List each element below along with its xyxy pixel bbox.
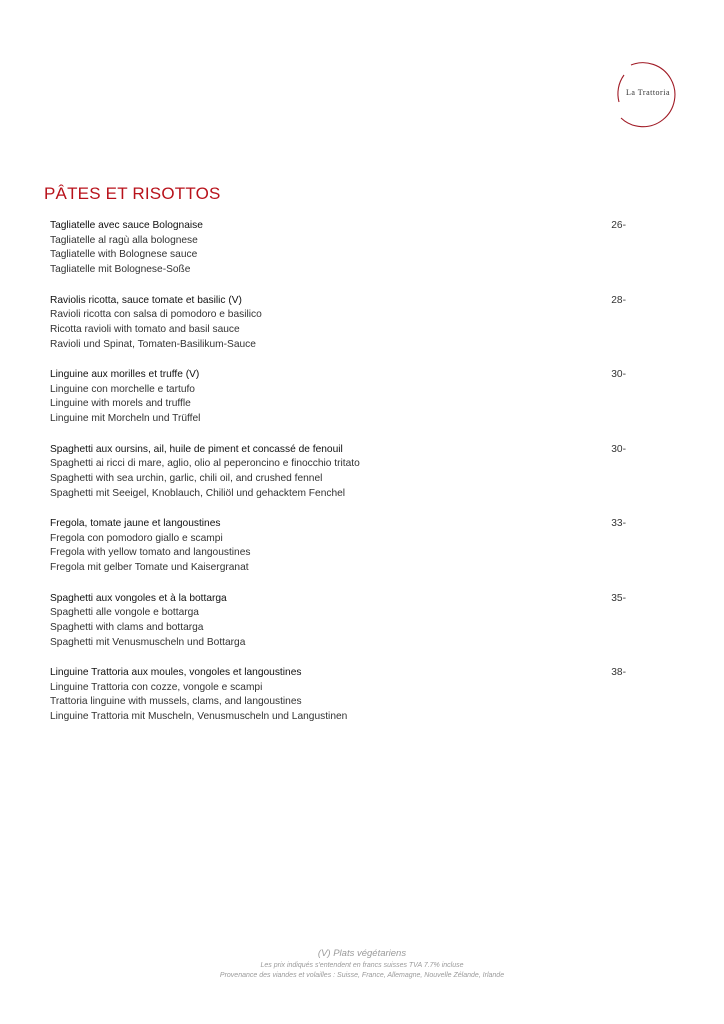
dish-item xyxy=(50,443,626,518)
dish-name-french: Linguine aux morilles et truffe (V) xyxy=(50,369,200,380)
dish-name-french: Tagliatelle avec sauce Bolognaise xyxy=(50,220,203,231)
dish-name-english: Tagliatelle with Bolognese sauce xyxy=(50,249,198,261)
dish-name-english: Ricotta ravioli with tomato and basil sauce xyxy=(50,323,240,335)
dish-price: 30- xyxy=(611,369,626,380)
dish-price: 30- xyxy=(611,443,626,455)
dish-name-german: Fregola mit gelber Tomate und Kaisergranat xyxy=(50,562,249,574)
dish-name-english: Linguine with morels and truffle xyxy=(50,398,191,410)
dish-name-german: Ravioli und Spinat, Tomaten-Basilikum-Sauce xyxy=(50,338,256,350)
dish-price: 35- xyxy=(611,592,626,604)
dish-name-italian: Spaghetti alle vongole e bottarga xyxy=(50,607,199,619)
dish-name-french: Linguine Trattoria aux moules, vongoles et langoustines xyxy=(50,667,302,678)
dish-item xyxy=(50,592,626,667)
dish-name-german: Tagliatelle mit Bolognese-Soße xyxy=(50,264,191,276)
dish-name-german: Linguine Trattoria mit Muscheln, Venusmuscheln und Langustinen xyxy=(50,711,348,723)
dish-name-italian: Ravioli ricotta con salsa di pomodoro e basilico xyxy=(50,309,262,321)
dish-name-italian: Fregola con pomodoro giallo e scampi xyxy=(50,532,223,544)
vegetarian-note: (V) Plats végétariens xyxy=(317,948,407,959)
dish-name-french: Spaghetti aux oursins, ail, huile de piment et concassé de fenouil xyxy=(50,443,343,455)
dish-name-english: Spaghetti with sea urchin, garlic, chili oil, and crushed fennel xyxy=(50,472,323,484)
dish-item xyxy=(50,294,626,369)
origin-note: Provenance des viandes et volailles : Suisse, France, Allemagne, Nouvelle Zélande, Irlande xyxy=(219,972,505,979)
dish-item xyxy=(50,666,626,741)
dish-price: 38- xyxy=(611,667,626,678)
dish-name-italian: Linguine con morchelle e tartufo xyxy=(50,383,195,395)
logo-text: La Trattoria xyxy=(626,88,670,97)
dish-price: 26- xyxy=(611,220,626,231)
dish-name-italian: Tagliatelle al ragù alla bolognese xyxy=(50,234,198,246)
prices-note: Les prix indiqués s'entendent en francs suisses TVA 7.7% incluse xyxy=(260,962,464,969)
dish-list xyxy=(50,219,626,741)
dish-item xyxy=(50,219,626,294)
dish-item xyxy=(50,517,626,592)
dish-price: 28- xyxy=(611,294,626,306)
dish-name-english: Spaghetti with clams and bottarga xyxy=(50,621,204,633)
dish-name-german: Linguine mit Morcheln und Trüffel xyxy=(50,413,201,425)
dish-name-german: Spaghetti mit Seeigel, Knoblauch, Chiliöl und gehacktem Fenchel xyxy=(50,487,346,499)
dish-name-english: Trattoria linguine with mussels, clams, and langoustines xyxy=(50,696,302,708)
dish-name-english: Fregola with yellow tomato and langoustines xyxy=(50,547,251,559)
restaurant-logo xyxy=(611,58,685,128)
dish-name-french: Fregola, tomate jaune et langoustines xyxy=(50,518,221,529)
dish-name-italian: Linguine Trattoria con cozze, vongole e scampi xyxy=(50,681,263,693)
section-title: PÂTES ET RISOTTOS xyxy=(44,184,221,203)
dish-price: 33- xyxy=(611,518,626,529)
dish-name-german: Spaghetti mit Venusmuscheln und Bottarga xyxy=(50,636,246,648)
dish-name-italian: Spaghetti ai ricci di mare, aglio, olio al peperoncino e finocchio tritato xyxy=(50,458,360,470)
dish-name-french: Spaghetti aux vongoles et à la bottarga xyxy=(50,592,227,604)
dish-item xyxy=(50,368,626,443)
dish-name-french: Raviolis ricotta, sauce tomate et basilic (V) xyxy=(50,294,242,306)
